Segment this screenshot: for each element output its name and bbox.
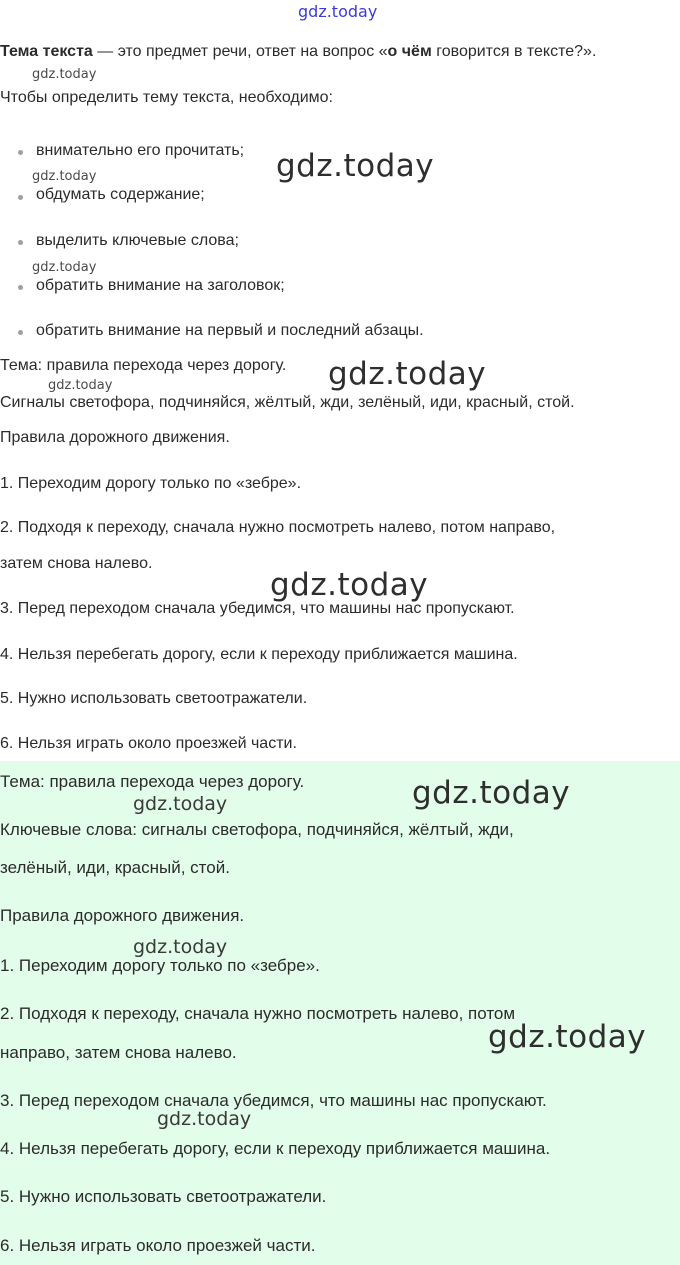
- intro-text: Чтобы определить тему текста, необходимо:: [0, 89, 333, 106]
- rule-line: 3. Перед переходом сначала убедимся, что машины нас пропускают.: [0, 600, 515, 617]
- exercise-topic: Тема: правила перехода через дорогу.: [0, 357, 287, 374]
- list-item-text: выделить ключевые слова;: [36, 232, 239, 249]
- definition-question: о чём: [387, 43, 432, 60]
- exercise-keywords: Сигналы светофора, подчиняйся, жёлтый, жди, зелёный, иди, красный, стой.: [0, 394, 575, 411]
- bullet-icon: [18, 330, 23, 335]
- bullet-icon: [18, 195, 23, 200]
- list-item-text: обдумать содержание;: [36, 186, 205, 203]
- rule-line: затем снова налево.: [0, 555, 153, 572]
- list-item-text: внимательно его прочитать;: [36, 142, 245, 159]
- watermark-small: gdz.today: [133, 793, 228, 815]
- definition-term: Тема текста: [0, 43, 93, 60]
- rule-line: 6. Нельзя играть около проезжей части.: [0, 1236, 316, 1255]
- watermark-large: gdz.today: [328, 356, 487, 392]
- watermark-small: gdz.today: [133, 936, 228, 958]
- definition-end: говорится в тексте?».: [431, 43, 597, 60]
- list-item-text: обратить внимание на первый и последний абзацы.: [36, 322, 424, 339]
- rule-line: 2. Подходя к переходу, сначала нужно посмотреть налево, потом направо,: [0, 519, 556, 536]
- rule-line: направо, затем снова налево.: [0, 1043, 237, 1062]
- rule-line: 5. Нужно использовать светоотражатели.: [0, 690, 308, 707]
- watermark-small: gdz.today: [32, 169, 97, 184]
- watermark-small: gdz.today: [32, 260, 97, 275]
- rule-line: 4. Нельзя перебегать дорогу, если к переходу приближается машина.: [0, 646, 518, 663]
- list-item-text: обратить внимание на заголовок;: [36, 277, 285, 294]
- watermark-small: gdz.today: [32, 67, 97, 82]
- topic-definition: [0, 42, 596, 62]
- rule-line: 6. Нельзя играть около проезжей части.: [0, 735, 297, 752]
- watermark-small: gdz.today: [157, 1108, 252, 1130]
- watermark-large: gdz.today: [276, 148, 435, 184]
- watermark-large: gdz.today: [412, 775, 571, 811]
- exercise-title: Правила дорожного движения.: [0, 429, 230, 446]
- definition-text: — это предмет речи, ответ на вопрос «: [92, 43, 388, 60]
- watermark-small: gdz.today: [48, 378, 113, 393]
- rule-line: 2. Подходя к переходу, сначала нужно посмотреть налево, потом: [0, 1004, 516, 1023]
- watermark-large: gdz.today: [488, 1019, 647, 1055]
- rule-line: 1. Переходим дорогу только по «зебре».: [0, 475, 302, 492]
- answer-topic: Тема: правила перехода через дорогу.: [0, 772, 305, 791]
- bullet-icon: [18, 240, 23, 245]
- answer-keywords-line2: зелёный, иди, красный, стой.: [0, 858, 230, 877]
- rule-line: 4. Нельзя перебегать дорогу, если к переходу приближается машина.: [0, 1139, 551, 1158]
- header-watermark: gdz.today: [298, 2, 378, 21]
- bullet-icon: [18, 285, 23, 290]
- answer-title: Правила дорожного движения.: [0, 906, 245, 925]
- bullet-icon: [18, 150, 23, 155]
- rule-line: 1. Переходим дорогу только по «зебре».: [0, 956, 320, 975]
- rule-line: 3. Перед переходом сначала убедимся, что машины нас пропускают.: [0, 1091, 547, 1110]
- answer-keywords-line1: Ключевые слова: сигналы светофора, подчиняйся, жёлтый, жди,: [0, 820, 514, 839]
- watermark-large: gdz.today: [270, 567, 429, 603]
- rule-line: 5. Нужно использовать светоотражатели.: [0, 1187, 327, 1206]
